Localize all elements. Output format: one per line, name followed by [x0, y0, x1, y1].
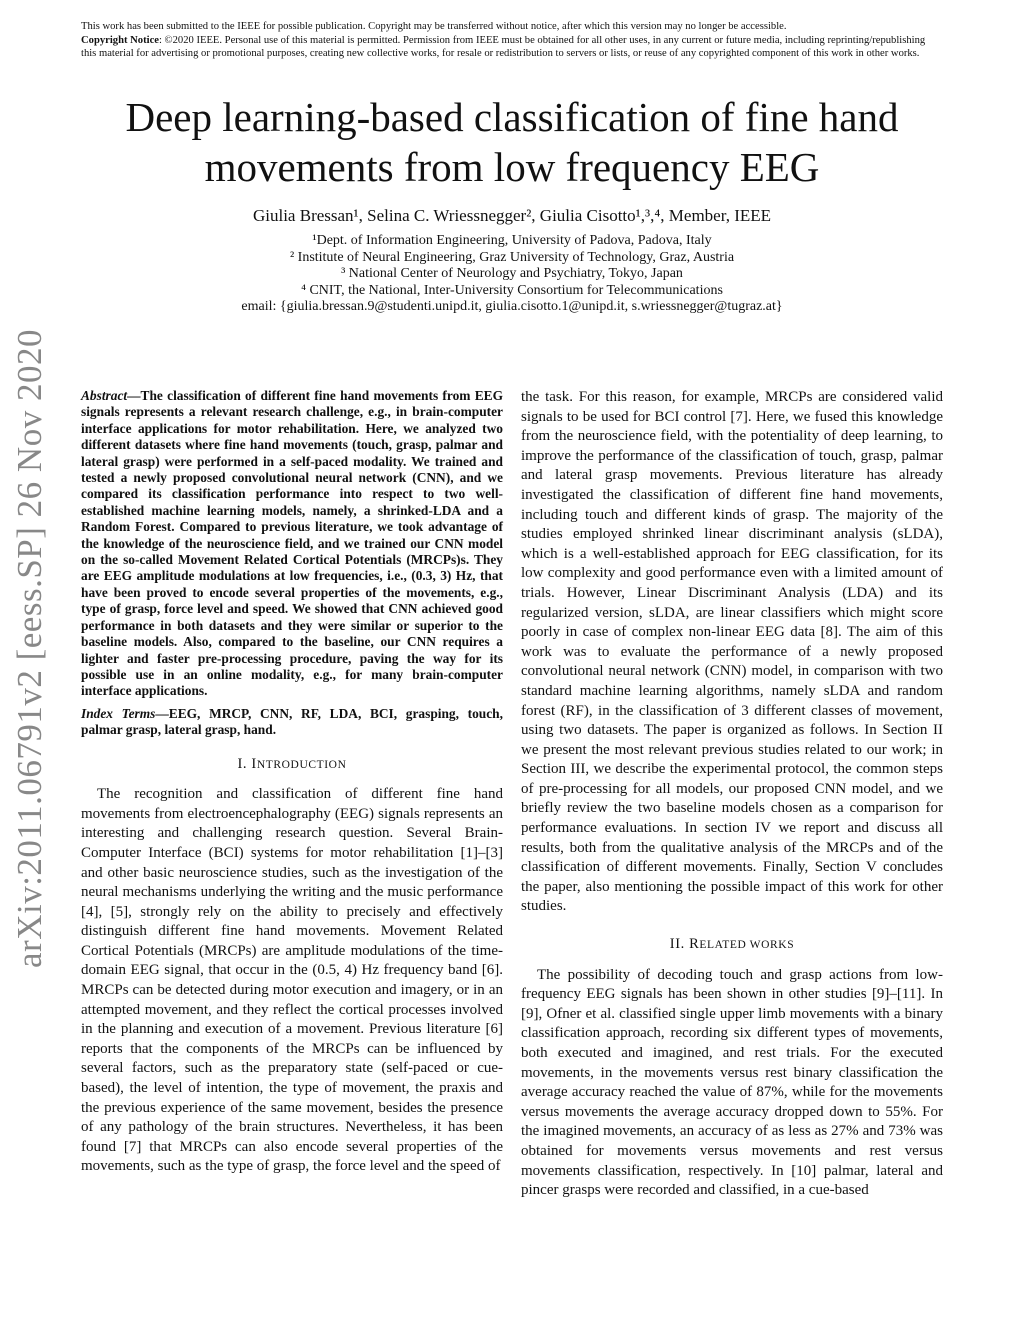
section-initial: R — [689, 936, 700, 953]
section-numeral: I. — [237, 755, 252, 772]
paper-title: Deep learning-based classification of fine hand movements from low frequency EEG — [125, 94, 899, 190]
section-numeral: II. — [669, 936, 690, 953]
related-works-paragraph: The possibility of decoding touch and grasp actions from low-frequency EEG signals has been shown in other studies [9]–[11]. In [9], Ofner et al. classified single upper limb movements with a binary classification approach, recording six different types of movements, both executed and imagined, and rest trials. For the executed movements, in the movements versus rest binary classification the average accuracy reached the value of 87%, while for the movements versus movements the average accuracy dropped down to 55%. For the imagined movements, an accuracy of as less as 27% and 73% was obtained for movements versus movements and rest versus movements classification, respectively. In [10] palmar, lateral and pincer grasps were recorded and classified, in a cue-based — [521, 966, 943, 1199]
index-terms — [81, 706, 503, 739]
authors: Giulia Bressan¹, Selina C. Wriessnegger², Giulia Cisotto¹,³,⁴, Member, IEEE — [252, 206, 772, 225]
section-heading — [521, 935, 943, 956]
abstract — [81, 388, 503, 700]
email-line: email: {giulia.bressan.9@studenti.unipd.it, giulia.cisotto.1@unipd.it, s.wriessnegger@tugraz.at} — [241, 299, 783, 314]
index-terms-text: —EEG, MRCP, CNN, RF, LDA, BCI, grasping, touch, palmar grasp, lateral grasp, hand. — [81, 705, 503, 738]
intro-paragraph: The recognition and classification of different fine hand movements from electroencephalography (EEG) signals represents an interesting and challenging research question. Several Brain-Computer Interface (BCI) systems for motor rehabilitation [1]–[3] and other basic neuroscience studies, such as the investigation of the neural mechanisms underlying the writing and the music performance [4], [5], strongly rely on the ability to precisely and effectively distinguish different fine hand movements. Movement Related Cortical Potentials (MRCPs) are amplitude modulations of the time-domain EEG signal, that occur in the (0.5, 4) Hz frequency band [6]. MRCPs can be detected during motor execution and imagery, or in an attempted movement, and they reflect the cortical processes involved in the planning and execution of a movement. Previous literature [6] reports that the components of the MRCPs can be influenced by several factors, such as the preparatory state (self-paced or cue-based), the level of intention, the type of movement, the praxis and the previous experience of the same movement, besides the presence of any pathology of the brain structures. Nevertheless, it has been found [7] that MRCPs can also encode several properties of the movements, such as the type of grasp, the force level and the speed of — [81, 786, 503, 1175]
right-column — [521, 388, 943, 1201]
left-column — [81, 388, 503, 1177]
abstract-text: —The classification of different fine hand movements from EEG signals represents a relevant research challenge, e.g., in brain-computer interface applications for motor rehabilitation. Here, we analyzed two different datasets where fine hand movements (touch, grasp, palmar and lateral grasp) were performed in a self-paced modality. We trained and tested a newly proposed convolutional neural network (CNN), and we compared its classification performance into respect to two well-established machine learning models, namely, a shrinked-LDA and a Random Forest. Compared to previous literature, we took advantage of the knowledge of the neuroscience field, and we trained our CNN model on the so-called Movement Related Cortical Potentials (MRCPs)s. They are EEG amplitude modulations at low frequencies, i.e., (0.3, 3) Hz, that have been proved to encode several properties of the movements, e.g., type of grasp, force level and speed. We showed that CNN achieved good performance in both datasets and they were similar or superior to the baseline models. Also, compared to the baseline, our CNN requires a lighter and faster pre-processing procedure, paving the way for its possible use in an online modality, e.g., for many brain-computer interface applications. — [81, 388, 503, 699]
affiliation: ² Institute of Neural Engineering, Graz University of Technology, Graz, Austria — [289, 249, 735, 265]
notice-line: This work has been submitted to the IEEE for possible publication. Copyright may be transferred without notice, after which this version may no longer be accessible. — [81, 21, 787, 32]
abstract-lead: Abstract — [81, 388, 128, 403]
affiliations — [80, 233, 944, 316]
intro-continuation: the task. For this reason, for example, MRCPs are considered valid signals to be used for BCI control [7]. Here, we fused this knowledge from the neuroscience field, with the potentiality of deep learning, to improve the performance of the classification of touch, grasp, palmar and lateral grasp movements. Previous literature has already investigated the classification of different fine hand movements, including touch and different kinds of grasp. The majority of the studies employed shrinked linear discriminant analysis (sLDA), which is a well-established approach for EEG classification, for its low complexity and good performance even with a limited amount of trials. However, Linear Discriminant Analysis (LDA) and its regularized version, sLDA, are linear classifiers which might score poorly in case of complex non-linear EEG data [8]. The aim of this work was to evaluate the performance of a newly proposed convolutional neural network (CNN) model, in comparison with two standard machine learning algorithms, namely sLDA and random forest (RF), in the classification of 3 different classes of movement, using two datasets. The paper is organized as follows. In Section II we present the most relevant previous studies related to our work; in Section III, we describe the experimental protocol, the common steps of pre-processing for all models, our proposed CNN model, and we briefly review the two baseline models chosen as a comparison for performance evaluations. In section IV we report and discuss all results, both from the qualitative analysis of the MRCPs and of the classification of different movements. Finally, Section V concludes the paper, also mentioning the possible impact of this work for other studies. — [521, 389, 943, 915]
section-initial: I — [251, 755, 257, 772]
index-terms-lead: Index Terms — [81, 705, 156, 721]
section-title-rest: NTRODUCTION — [256, 758, 347, 771]
affiliation: ¹Dept. of Information Engineering, University of Padova, Padova, Italy — [312, 233, 712, 248]
section-title-rest: ELATED WORKS — [699, 939, 795, 952]
affiliation: ³ National Center of Neurology and Psychiatry, Tokyo, Japan — [341, 266, 683, 281]
copyright-notice — [81, 20, 943, 61]
arxiv-identifier: arXiv:2011.06791v2 [eess.SP] 26 Nov 2020 — [10, 329, 49, 968]
notice-text: : ©2020 IEEE. Personal use of this material is permitted. Permission from IEEE must be obtained for all other uses, in any current or future media, including reprinting/republishing this material for advertising or promotional purposes, creating new collective works, for resale or redistribution to servers or lists, or reuse of any copyrighted component of this work in other works. — [81, 34, 926, 59]
section-heading — [81, 755, 503, 776]
affiliation: ⁴ CNIT, the National, Inter-University Consortium for Telecommunications — [301, 282, 723, 298]
notice-label: Copyright Notice — [81, 34, 159, 46]
